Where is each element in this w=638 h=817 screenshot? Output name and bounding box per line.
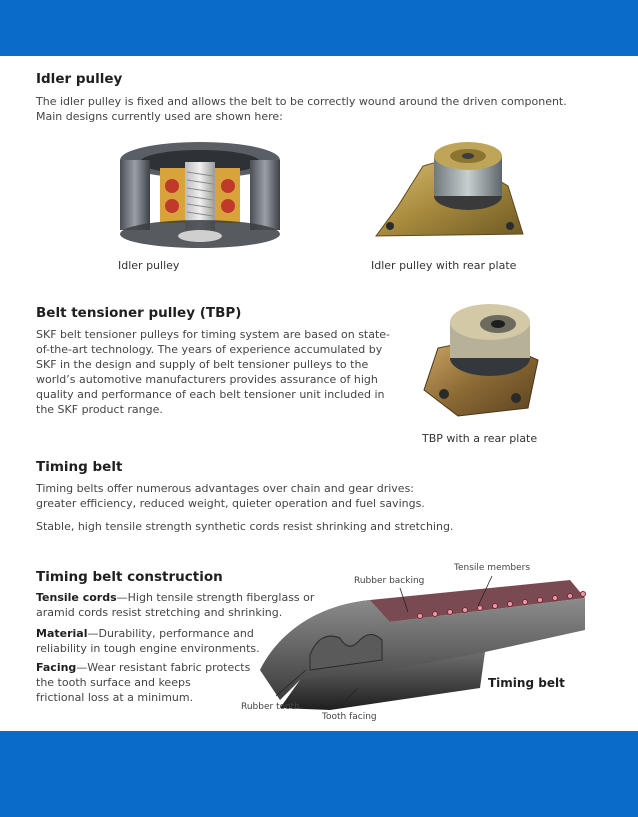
tbp-rear-plate-image: [418, 298, 546, 422]
timing-text-line1: Timing belts offer numerous advantages over chain and gear drives:: [36, 482, 415, 495]
tbp-text-line4: world’s automotive manufacturers provides assurance of high: [36, 373, 378, 386]
tbp-text-line5: quality and performance of each belt tensioner unit included in: [36, 388, 385, 401]
tbp-heading: Belt tensioner pulley (TBP): [36, 305, 242, 321]
facing-desc-3: frictional loss at a minimum.: [36, 691, 194, 704]
tbp-caption: TBP with a rear plate: [422, 432, 538, 445]
top-blue-band: [0, 0, 638, 56]
label-rubber-tooth: Rubber tooth: [241, 702, 300, 712]
material-term: Material: [36, 627, 88, 640]
facing-desc-2: the tooth surface and keeps: [36, 676, 191, 689]
idler-heading: Idler pulley: [36, 71, 123, 87]
timing-heading: Timing belt: [36, 459, 123, 475]
idler-pulley-image: [115, 138, 285, 253]
idler-caption-left: Idler pulley: [118, 259, 180, 272]
facing-desc-1: —Wear resistant fabric protects: [76, 661, 251, 674]
bottom-blue-band: [0, 731, 638, 817]
material-line1: [36, 626, 254, 641]
material-desc-1: —Durability, performance and: [87, 627, 254, 640]
facing-line1: [36, 660, 250, 675]
facing-term: Facing: [36, 661, 77, 674]
label-timing-belt: Timing belt: [488, 676, 565, 690]
tensile-desc-1: —High tensile strength fiberglass or: [116, 591, 315, 604]
idler-text-line2: Main designs currently used are shown here:: [36, 110, 283, 123]
label-tooth-facing: Tooth facing: [322, 712, 377, 722]
timing-text-line2: greater efficiency, reduced weight, quieter operation and fuel savings.: [36, 497, 425, 510]
label-rubber-backing: Rubber backing: [354, 576, 425, 586]
idler-caption-right: Idler pulley with rear plate: [371, 259, 517, 272]
construction-heading: Timing belt construction: [36, 569, 223, 585]
material-desc-2: reliability in tough engine environments.: [36, 642, 260, 655]
timing-text-line3: Stable, high tensile strength synthetic cords resist shrinking and stretching.: [36, 520, 454, 533]
label-tensile-members: Tensile members: [454, 563, 531, 573]
tbp-text-line1: SKF belt tensioner pulleys for timing system are based on state-: [36, 328, 391, 341]
tbp-text-line6: the SKF product range.: [36, 403, 163, 416]
tbp-text-line3: SKF in the design and supply of belt tensioner pulleys to the: [36, 358, 369, 371]
idler-text-line1: The idler pulley is fixed and allows the belt to be correctly wound around the driven component.: [36, 95, 567, 108]
idler-pulley-rear-plate-image: [368, 126, 528, 248]
tbp-text-line2: of-the-art technology. The years of experience accumulated by: [36, 343, 383, 356]
tensile-term: Tensile cords: [36, 591, 117, 604]
tensile-desc-2: aramid cords resist stretching and shrinking.: [36, 606, 283, 619]
